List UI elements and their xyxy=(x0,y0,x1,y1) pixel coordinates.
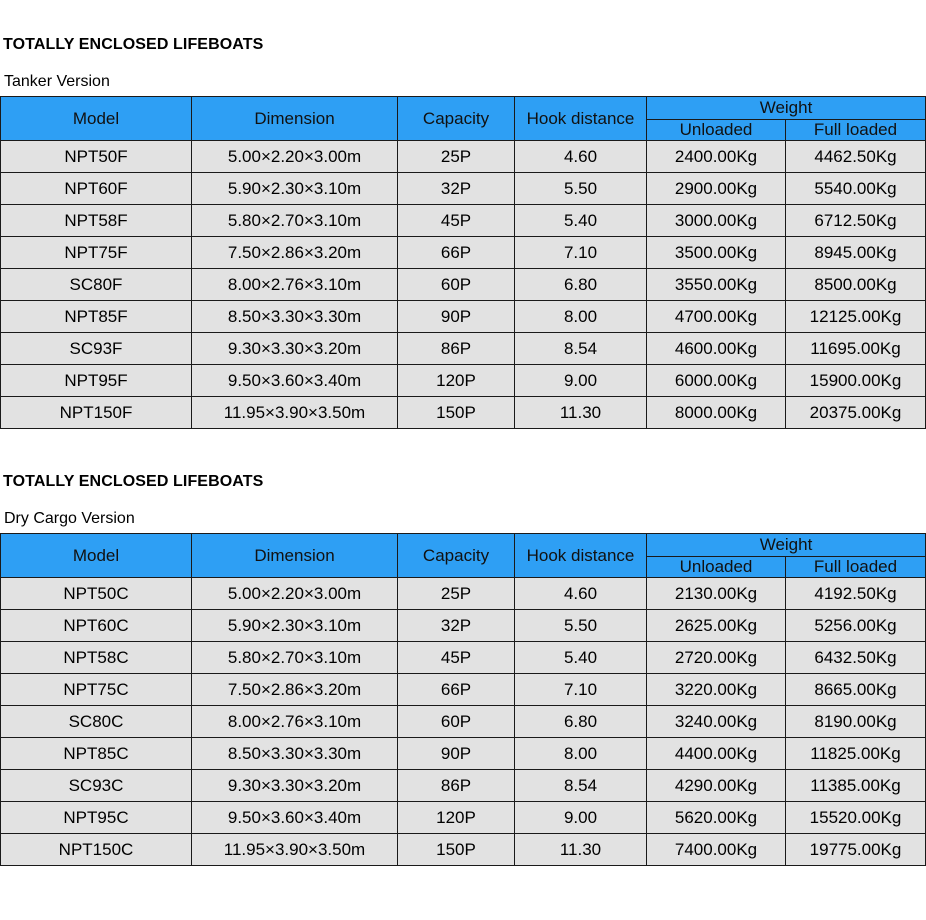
cell-unloaded: 4600.00Kg xyxy=(647,333,786,365)
cell-model: NPT95C xyxy=(1,802,192,834)
table-body xyxy=(1,141,926,429)
cell-model: NPT85C xyxy=(1,738,192,770)
cell-full-loaded: 5540.00Kg xyxy=(786,173,926,205)
cell-dimension: 11.95×3.90×3.50m xyxy=(192,397,398,429)
cell-model: NPT150C xyxy=(1,834,192,866)
cell-dimension: 5.80×2.70×3.10m xyxy=(192,205,398,237)
cell-unloaded: 4700.00Kg xyxy=(647,301,786,333)
cell-unloaded: 2130.00Kg xyxy=(647,578,786,610)
header-weight: Weight xyxy=(647,534,926,557)
cell-model: NPT75F xyxy=(1,237,192,269)
table-row xyxy=(1,173,926,205)
cell-capacity: 45P xyxy=(398,642,515,674)
cell-unloaded: 4400.00Kg xyxy=(647,738,786,770)
section-title: TOTALLY ENCLOSED LIFEBOATS xyxy=(3,473,264,490)
cell-model: NPT60C xyxy=(1,610,192,642)
cell-full-loaded: 5256.00Kg xyxy=(786,610,926,642)
spec-table xyxy=(0,96,926,429)
cell-capacity: 90P xyxy=(398,738,515,770)
cell-capacity: 150P xyxy=(398,397,515,429)
cell-full-loaded: 12125.00Kg xyxy=(786,301,926,333)
cell-hook-distance: 6.80 xyxy=(515,269,647,301)
cell-hook-distance: 5.40 xyxy=(515,205,647,237)
cell-dimension: 5.00×2.20×3.00m xyxy=(192,141,398,173)
cell-dimension: 9.30×3.30×3.20m xyxy=(192,770,398,802)
cell-unloaded: 2900.00Kg xyxy=(647,173,786,205)
cell-model: NPT60F xyxy=(1,173,192,205)
cell-hook-distance: 5.50 xyxy=(515,610,647,642)
cell-hook-distance: 8.00 xyxy=(515,738,647,770)
cell-model: NPT75C xyxy=(1,674,192,706)
cell-hook-distance: 6.80 xyxy=(515,706,647,738)
cell-capacity: 25P xyxy=(398,141,515,173)
cell-full-loaded: 8945.00Kg xyxy=(786,237,926,269)
cell-model: NPT58C xyxy=(1,642,192,674)
cell-full-loaded: 20375.00Kg xyxy=(786,397,926,429)
header-capacity: Capacity xyxy=(398,534,515,578)
table-row xyxy=(1,365,926,397)
cell-unloaded: 7400.00Kg xyxy=(647,834,786,866)
cell-full-loaded: 15520.00Kg xyxy=(786,802,926,834)
cell-model: SC80C xyxy=(1,706,192,738)
cell-full-loaded: 6432.50Kg xyxy=(786,642,926,674)
table-row xyxy=(1,269,926,301)
cell-unloaded: 3220.00Kg xyxy=(647,674,786,706)
table-row xyxy=(1,141,926,173)
cell-dimension: 7.50×2.86×3.20m xyxy=(192,674,398,706)
table-row xyxy=(1,610,926,642)
cell-hook-distance: 4.60 xyxy=(515,141,647,173)
cell-capacity: 60P xyxy=(398,269,515,301)
cell-unloaded: 3550.00Kg xyxy=(647,269,786,301)
cell-hook-distance: 11.30 xyxy=(515,397,647,429)
table-row xyxy=(1,205,926,237)
cell-unloaded: 6000.00Kg xyxy=(647,365,786,397)
cell-unloaded: 3000.00Kg xyxy=(647,205,786,237)
cell-unloaded: 3500.00Kg xyxy=(647,237,786,269)
cell-dimension: 5.80×2.70×3.10m xyxy=(192,642,398,674)
cell-model: NPT58F xyxy=(1,205,192,237)
cell-capacity: 66P xyxy=(398,237,515,269)
header-model: Model xyxy=(1,97,192,141)
cell-dimension: 8.00×2.76×3.10m xyxy=(192,706,398,738)
cell-hook-distance: 7.10 xyxy=(515,237,647,269)
cell-dimension: 5.90×2.30×3.10m xyxy=(192,610,398,642)
cell-capacity: 66P xyxy=(398,674,515,706)
cell-model: NPT85F xyxy=(1,301,192,333)
cell-capacity: 32P xyxy=(398,173,515,205)
cell-full-loaded: 8190.00Kg xyxy=(786,706,926,738)
header-hook-distance: Hook distance xyxy=(515,534,647,578)
cell-capacity: 120P xyxy=(398,802,515,834)
table-row xyxy=(1,738,926,770)
cell-dimension: 8.50×3.30×3.30m xyxy=(192,738,398,770)
cell-capacity: 32P xyxy=(398,610,515,642)
table-row xyxy=(1,674,926,706)
cell-full-loaded: 4462.50Kg xyxy=(786,141,926,173)
cell-capacity: 25P xyxy=(398,578,515,610)
cell-dimension: 11.95×3.90×3.50m xyxy=(192,834,398,866)
cell-unloaded: 2400.00Kg xyxy=(647,141,786,173)
spec-table xyxy=(0,533,926,866)
table-row xyxy=(1,301,926,333)
cell-full-loaded: 11825.00Kg xyxy=(786,738,926,770)
cell-unloaded: 2720.00Kg xyxy=(647,642,786,674)
cell-hook-distance: 9.00 xyxy=(515,365,647,397)
cell-model: NPT150F xyxy=(1,397,192,429)
cell-hook-distance: 7.10 xyxy=(515,674,647,706)
table-row xyxy=(1,802,926,834)
cell-capacity: 120P xyxy=(398,365,515,397)
cell-model: NPT50F xyxy=(1,141,192,173)
table-header xyxy=(1,97,926,141)
cell-hook-distance: 11.30 xyxy=(515,834,647,866)
header-unloaded: Unloaded xyxy=(647,557,786,578)
cell-capacity: 86P xyxy=(398,770,515,802)
table-row xyxy=(1,834,926,866)
table-body xyxy=(1,578,926,866)
table-row xyxy=(1,642,926,674)
header-dimension: Dimension xyxy=(192,97,398,141)
header-full-loaded: Full loaded xyxy=(786,557,926,578)
cell-dimension: 9.50×3.60×3.40m xyxy=(192,802,398,834)
cell-capacity: 90P xyxy=(398,301,515,333)
header-model: Model xyxy=(1,534,192,578)
cell-dimension: 7.50×2.86×3.20m xyxy=(192,237,398,269)
header-full-loaded: Full loaded xyxy=(786,120,926,141)
table-row xyxy=(1,397,926,429)
header-weight: Weight xyxy=(647,97,926,120)
header-capacity: Capacity xyxy=(398,97,515,141)
cell-full-loaded: 8500.00Kg xyxy=(786,269,926,301)
cell-capacity: 86P xyxy=(398,333,515,365)
cell-capacity: 45P xyxy=(398,205,515,237)
cell-capacity: 60P xyxy=(398,706,515,738)
cell-model: NPT50C xyxy=(1,578,192,610)
cell-full-loaded: 8665.00Kg xyxy=(786,674,926,706)
section-subtitle: Tanker Version xyxy=(4,73,110,90)
cell-unloaded: 2625.00Kg xyxy=(647,610,786,642)
cell-unloaded: 3240.00Kg xyxy=(647,706,786,738)
cell-hook-distance: 4.60 xyxy=(515,578,647,610)
cell-full-loaded: 11385.00Kg xyxy=(786,770,926,802)
cell-hook-distance: 5.40 xyxy=(515,642,647,674)
cell-full-loaded: 4192.50Kg xyxy=(786,578,926,610)
table-row xyxy=(1,706,926,738)
table-row xyxy=(1,770,926,802)
table-row xyxy=(1,333,926,365)
cell-dimension: 8.50×3.30×3.30m xyxy=(192,301,398,333)
cell-unloaded: 8000.00Kg xyxy=(647,397,786,429)
cell-hook-distance: 9.00 xyxy=(515,802,647,834)
cell-hook-distance: 8.54 xyxy=(515,770,647,802)
cell-hook-distance: 5.50 xyxy=(515,173,647,205)
cell-dimension: 5.90×2.30×3.10m xyxy=(192,173,398,205)
cell-full-loaded: 11695.00Kg xyxy=(786,333,926,365)
header-hook-distance: Hook distance xyxy=(515,97,647,141)
cell-model: NPT95F xyxy=(1,365,192,397)
cell-full-loaded: 6712.50Kg xyxy=(786,205,926,237)
table-row xyxy=(1,237,926,269)
cell-model: SC80F xyxy=(1,269,192,301)
header-dimension: Dimension xyxy=(192,534,398,578)
cell-dimension: 5.00×2.20×3.00m xyxy=(192,578,398,610)
cell-dimension: 8.00×2.76×3.10m xyxy=(192,269,398,301)
cell-hook-distance: 8.00 xyxy=(515,301,647,333)
cell-model: SC93C xyxy=(1,770,192,802)
cell-model: SC93F xyxy=(1,333,192,365)
table-row xyxy=(1,578,926,610)
cell-full-loaded: 15900.00Kg xyxy=(786,365,926,397)
section-subtitle: Dry Cargo Version xyxy=(4,510,135,527)
table-header xyxy=(1,534,926,578)
header-unloaded: Unloaded xyxy=(647,120,786,141)
section-title: TOTALLY ENCLOSED LIFEBOATS xyxy=(3,36,264,53)
cell-unloaded: 4290.00Kg xyxy=(647,770,786,802)
cell-dimension: 9.50×3.60×3.40m xyxy=(192,365,398,397)
cell-unloaded: 5620.00Kg xyxy=(647,802,786,834)
cell-full-loaded: 19775.00Kg xyxy=(786,834,926,866)
cell-capacity: 150P xyxy=(398,834,515,866)
cell-hook-distance: 8.54 xyxy=(515,333,647,365)
cell-dimension: 9.30×3.30×3.20m xyxy=(192,333,398,365)
